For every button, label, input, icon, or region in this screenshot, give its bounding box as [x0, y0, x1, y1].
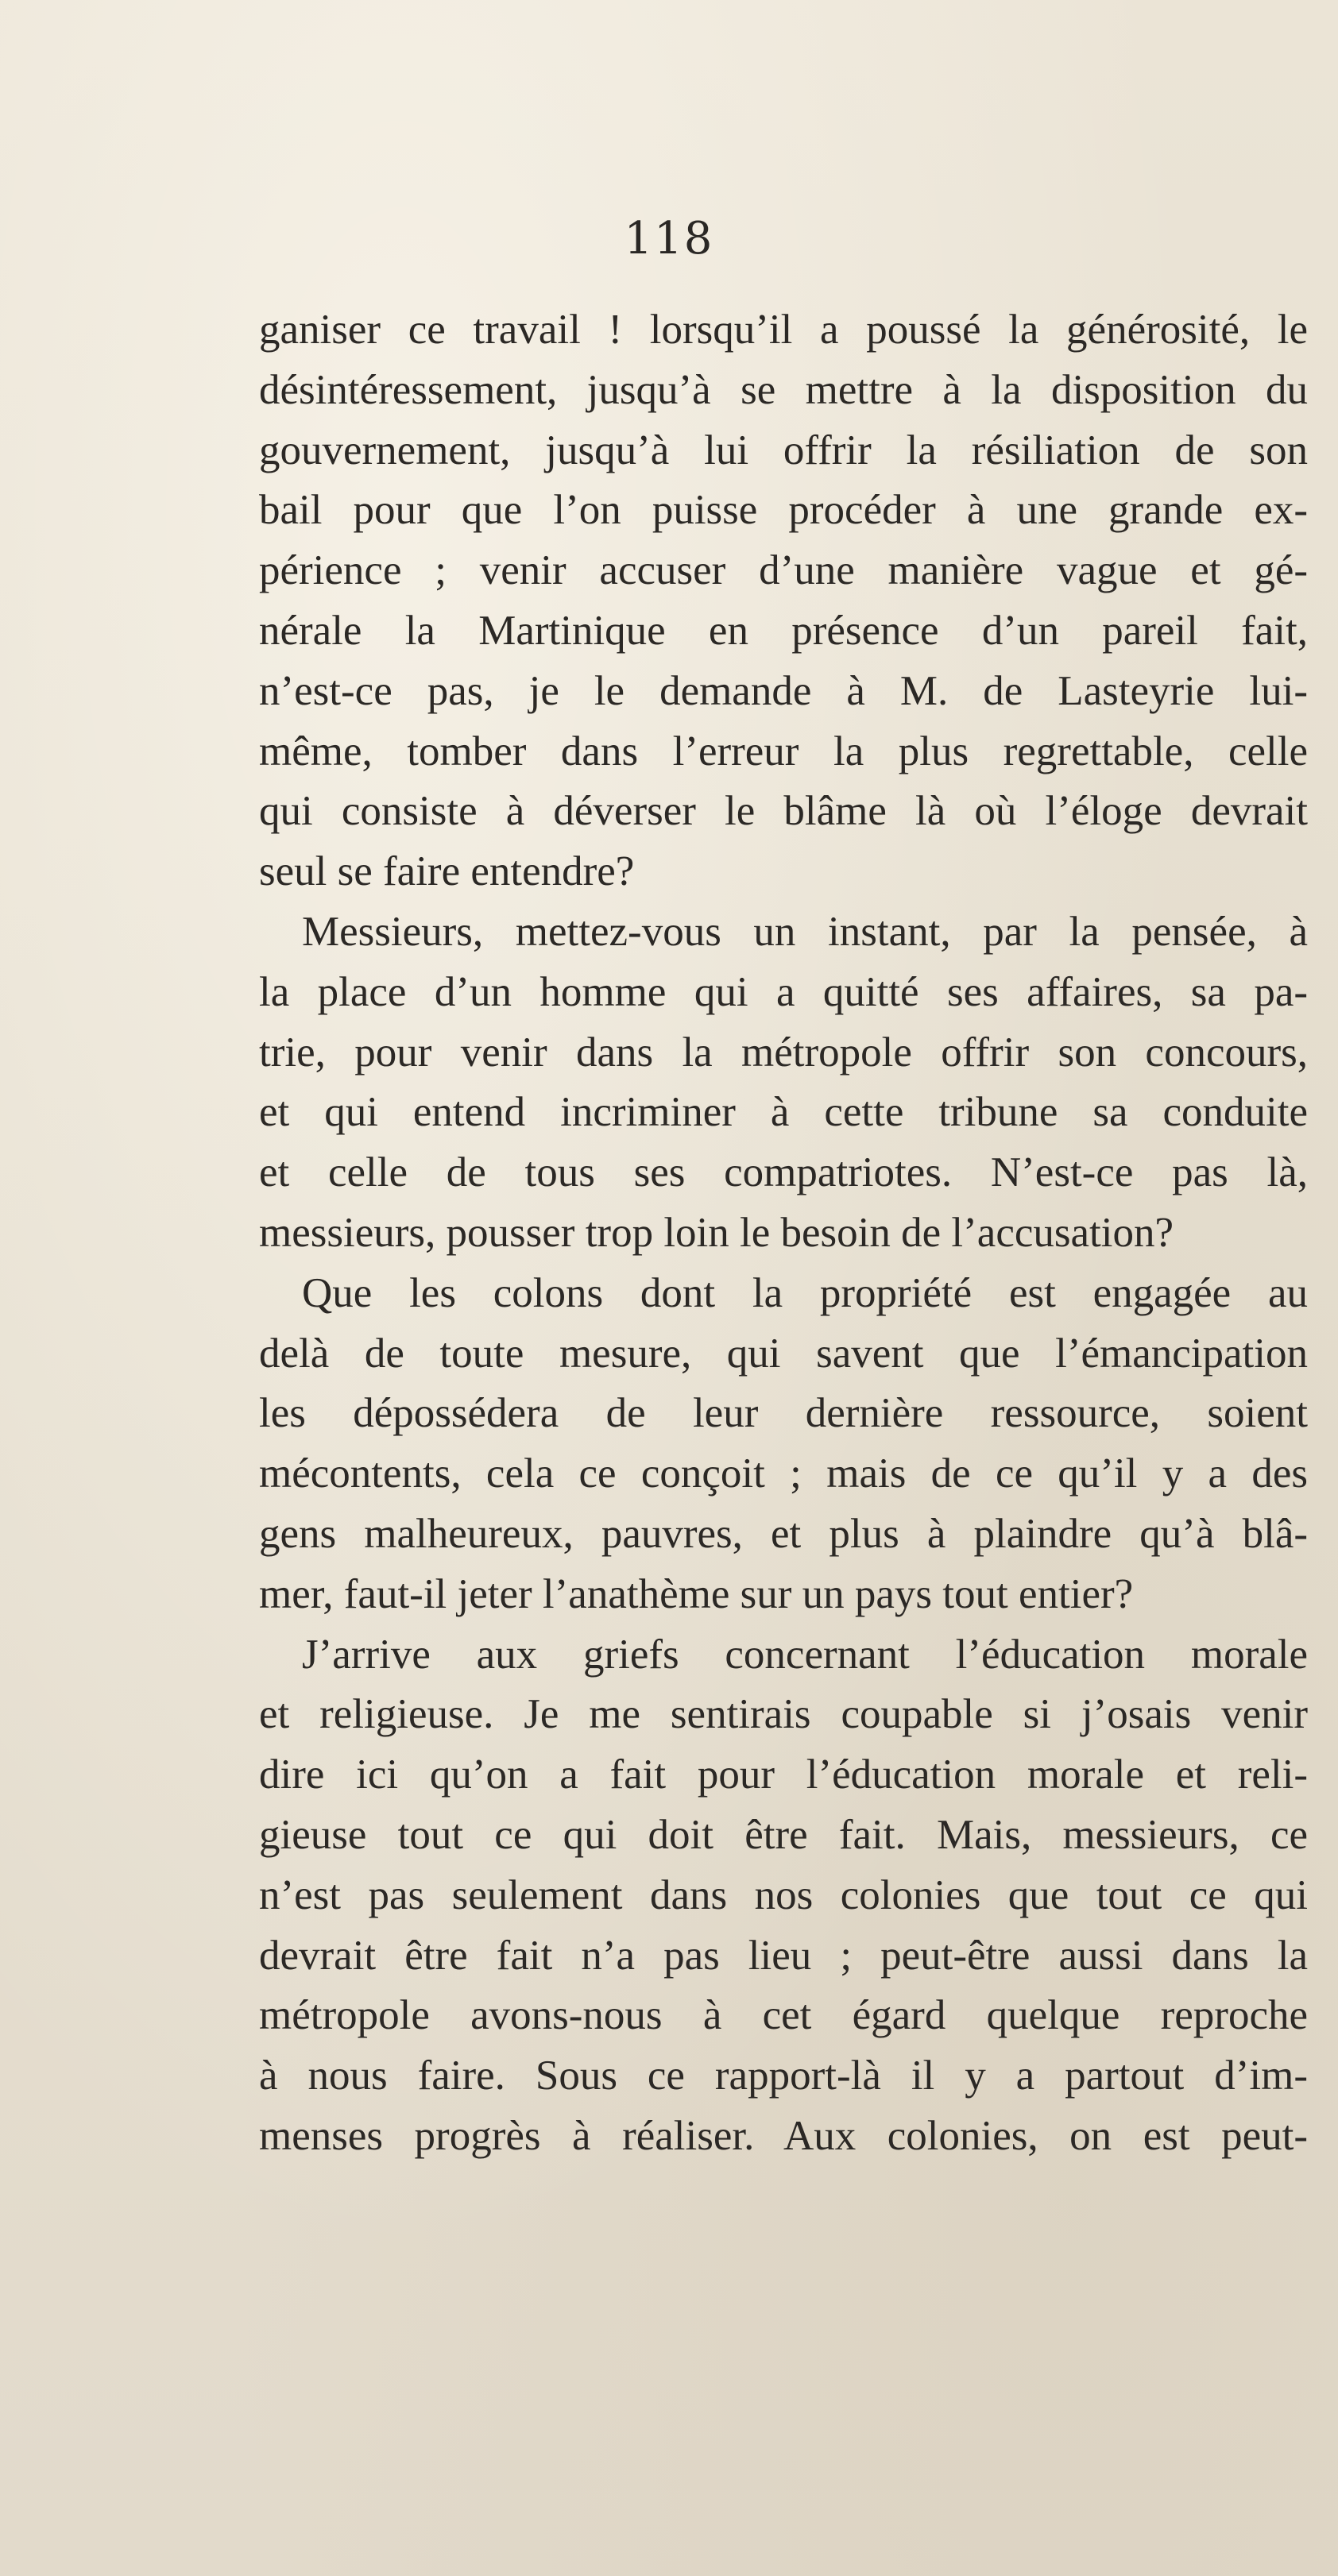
text-line: les dépossédera de leur dernière ressource, soient [259, 1390, 1308, 1437]
page-number: 118 [624, 213, 714, 265]
text-line: Que les colons dont la propriété est engagée au [302, 1269, 1308, 1316]
text-line: qui consiste à déverser le blâme là où l’éloge devrait [259, 788, 1308, 835]
text-line: seul se faire entendre? [259, 848, 635, 895]
text-line: bail pour que l’on puisse procéder à une grande ex- [259, 487, 1308, 534]
text-line: n’est-ce pas, je le demande à M. de Lasteyrie lui- [259, 667, 1308, 714]
text-line: et qui entend incriminer à cette tribune sa conduite [259, 1089, 1308, 1136]
text-line: dire ici qu’on a fait pour l’éducation morale et reli- [259, 1751, 1308, 1798]
text-line: à nous faire. Sous ce rapport-là il y a partout d’im- [259, 2053, 1308, 2099]
text-line: devrait être fait n’a pas lieu ; peut-être aussi dans la [259, 1932, 1308, 1979]
text-line: nérale la Martinique en présence d’un pareil fait, [259, 607, 1308, 654]
body-text [259, 300, 1308, 2167]
text-line: même, tomber dans l’erreur la plus regrettable, celle [259, 728, 1308, 774]
text-line: menses progrès à réaliser. Aux colonies, on est peut- [259, 2112, 1308, 2159]
text-line: la place d’un homme qui a quitté ses affaires, sa pa- [259, 968, 1308, 1015]
text-line: gens malheureux, pauvres, et plus à plaindre qu’à blâ- [259, 1510, 1308, 1557]
text-line: delà de toute mesure, qui savent que l’émancipation [259, 1330, 1308, 1377]
text-line: messieurs, pousser trop loin le besoin de l’accusation? [259, 1209, 1174, 1256]
text-line: n’est pas seulement dans nos colonies que tout ce qui [259, 1871, 1308, 1918]
text-line: métropole avons-nous à cet égard quelque reproche [259, 1992, 1308, 2039]
text-line: et religieuse. Je me sentirais coupable si j’osais venir [259, 1691, 1308, 1738]
text-line: ganiser ce travail ! lorsqu’il a poussé la générosité, le [259, 307, 1308, 353]
text-line: trie, pour venir dans la métropole offrir son concours, [259, 1029, 1308, 1076]
text-line: gouvernement, jusqu’à lui offrir la résiliation de son [259, 427, 1308, 473]
text-line: J’arrive aux griefs concernant l’éducation morale [302, 1631, 1308, 1678]
text-line: gieuse tout ce qui doit être fait. Mais, messieurs, ce [259, 1811, 1308, 1858]
text-line: mécontents, cela ce conçoit ; mais de ce qu’il y a des [259, 1450, 1308, 1497]
text-line: désintéressement, jusqu’à se mettre à la disposition du [259, 366, 1308, 413]
text-line: Messieurs, mettez-vous un instant, par la pensée, à [302, 908, 1308, 955]
text-line: et celle de tous ses compatriotes. N’est-ce pas là, [259, 1149, 1308, 1196]
text-line: périence ; venir accuser d’une manière vague et gé- [259, 547, 1308, 594]
text-line: mer, faut-il jeter l’anathème sur un pays tout entier? [259, 1570, 1134, 1617]
